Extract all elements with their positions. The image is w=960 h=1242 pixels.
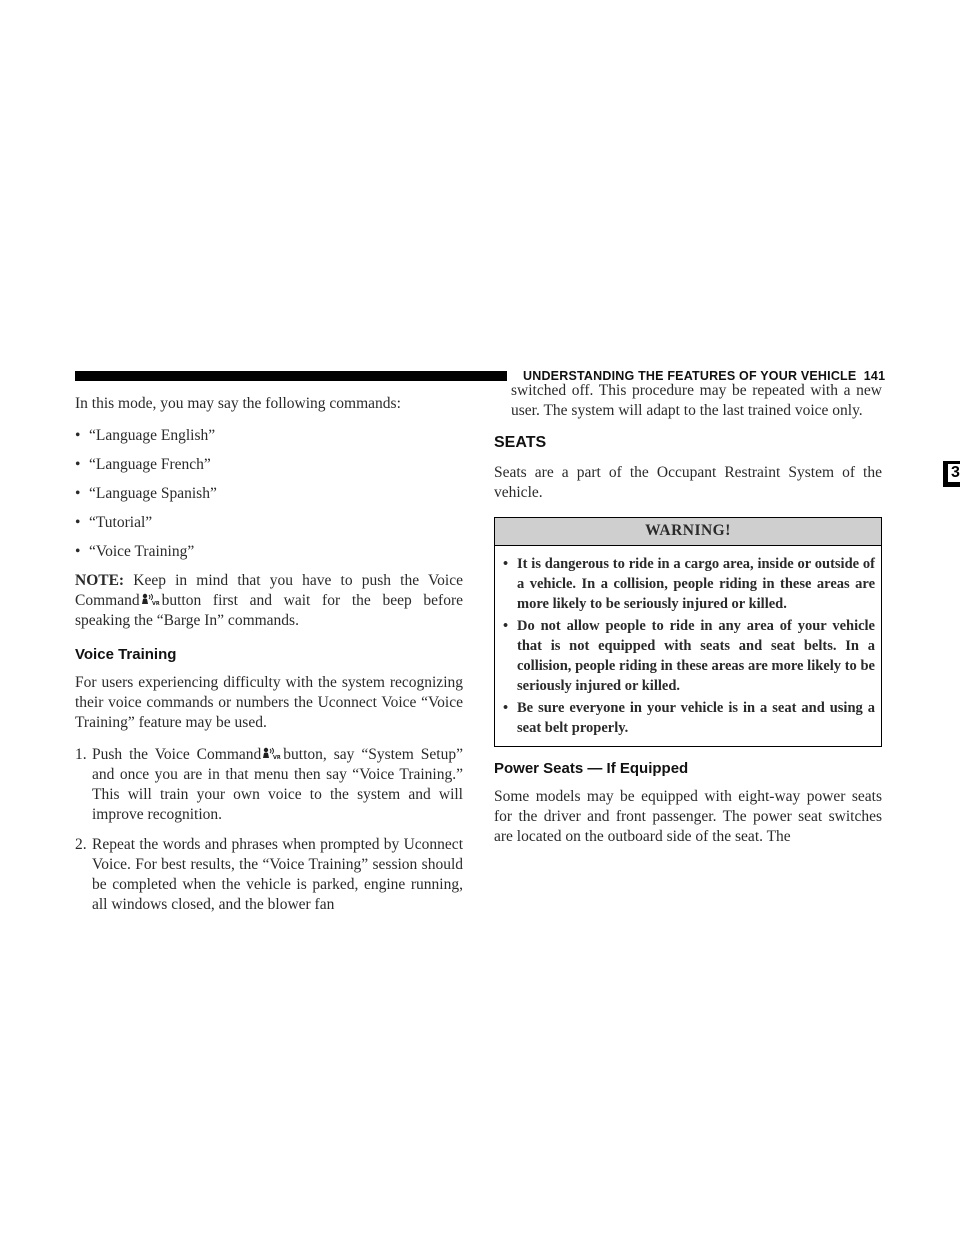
seats-paragraph: Seats are a part of the Occupant Restraint System of the vehicle. <box>494 464 882 501</box>
step-text-1: Push the Voice Command <box>92 746 262 763</box>
warning-item <box>503 554 875 614</box>
step-number: 2. <box>75 836 87 853</box>
bullet-marker: • <box>75 485 81 502</box>
step-text: Repeat the words and phrases when prompted by Uconnect Voice. For best results, the “Voice Training” session should be completed when the vehicle is parked, engine running, all windows closed, and the blower fan <box>92 836 463 913</box>
continued-step-text: switched off. This procedure may be repeated with a new user. The system will adapt to the last trained voice only. <box>511 382 882 419</box>
svg-text:VR: VR <box>151 601 160 606</box>
step-text-2: button, say “System Setup” and once you are in that menu then say “Voice Training.” This will train your own voice to the system and will improve recognition. <box>92 746 463 823</box>
svg-text:VR: VR <box>273 755 281 760</box>
warning-list <box>503 554 875 738</box>
warning-text: Do not allow people to ride in any area of your vehicle that is not equipped with seats and seat belts. In a collision, people riding in these areas are more likely to be seriously injured or killed. <box>517 618 875 694</box>
command-item <box>75 426 463 446</box>
page-number: 141 <box>863 369 886 383</box>
note-text-1: Keep in mind that you have to push the Voice Command <box>75 572 463 609</box>
command-list <box>75 426 463 562</box>
power-seats-paragraph: Some models may be equipped with eight-way power seats for the driver and front passenger. The power seat switches are located on the outboard side of the seat. The <box>494 788 882 845</box>
step-item <box>75 835 463 915</box>
bullet-marker: • <box>75 514 81 531</box>
command-item <box>75 513 463 533</box>
voice-training-paragraph: For users experiencing difficulty with the system recognizing their voice commands or numbers the Uconnect Voice “Voice Training” feature may be used. <box>75 674 463 731</box>
command-text: “Voice Training” <box>89 543 195 560</box>
power-seats-heading: Power Seats — If Equipped <box>494 760 689 777</box>
warning-text: Be sure everyone in your vehicle is in a seat and using a seat belt properly. <box>517 700 875 736</box>
step-number: 1. <box>75 746 87 763</box>
command-text: “Language French” <box>89 456 211 473</box>
warning-item <box>503 698 875 738</box>
warning-title: WARNING! <box>495 518 881 546</box>
command-text: “Language English” <box>89 427 216 444</box>
command-text: “Language Spanish” <box>89 485 217 502</box>
step-item <box>75 745 463 825</box>
chapter-tab-number: 3 <box>948 464 960 482</box>
left-column <box>75 394 463 925</box>
note-text-2: button first and wait for the beep before speaking the “Barge In” commands. <box>75 592 463 629</box>
voice-training-heading: Voice Training <box>75 646 177 663</box>
header-rule <box>75 371 507 381</box>
commands-intro: In this mode, you may say the following commands: <box>75 395 401 412</box>
command-item <box>75 484 463 504</box>
seats-heading: SEATS <box>494 434 547 451</box>
note-label: NOTE: <box>75 572 125 589</box>
warning-box <box>494 517 882 747</box>
command-text: “Tutorial” <box>89 514 153 531</box>
note-paragraph <box>75 571 463 631</box>
bullet-marker: • <box>75 456 81 473</box>
bullet-marker: • <box>75 427 81 444</box>
warning-item <box>503 616 875 696</box>
voice-command-icon <box>141 592 161 606</box>
warning-text: It is dangerous to ride in a cargo area, inside or outside of a vehicle. In a collision, people riding in these areas are more likely to be seriously injured or killed. <box>517 556 875 612</box>
bullet-marker: • <box>503 618 509 634</box>
bullet-marker: • <box>75 543 81 560</box>
command-item <box>75 542 463 562</box>
voice-training-steps <box>75 745 463 915</box>
header-title: UNDERSTANDING THE FEATURES OF YOUR VEHICLE <box>523 369 857 383</box>
voice-command-icon <box>262 746 282 760</box>
warning-body <box>495 546 881 746</box>
right-column <box>494 381 882 847</box>
command-item <box>75 455 463 475</box>
bullet-marker: • <box>503 556 509 572</box>
bullet-marker: • <box>503 700 509 716</box>
